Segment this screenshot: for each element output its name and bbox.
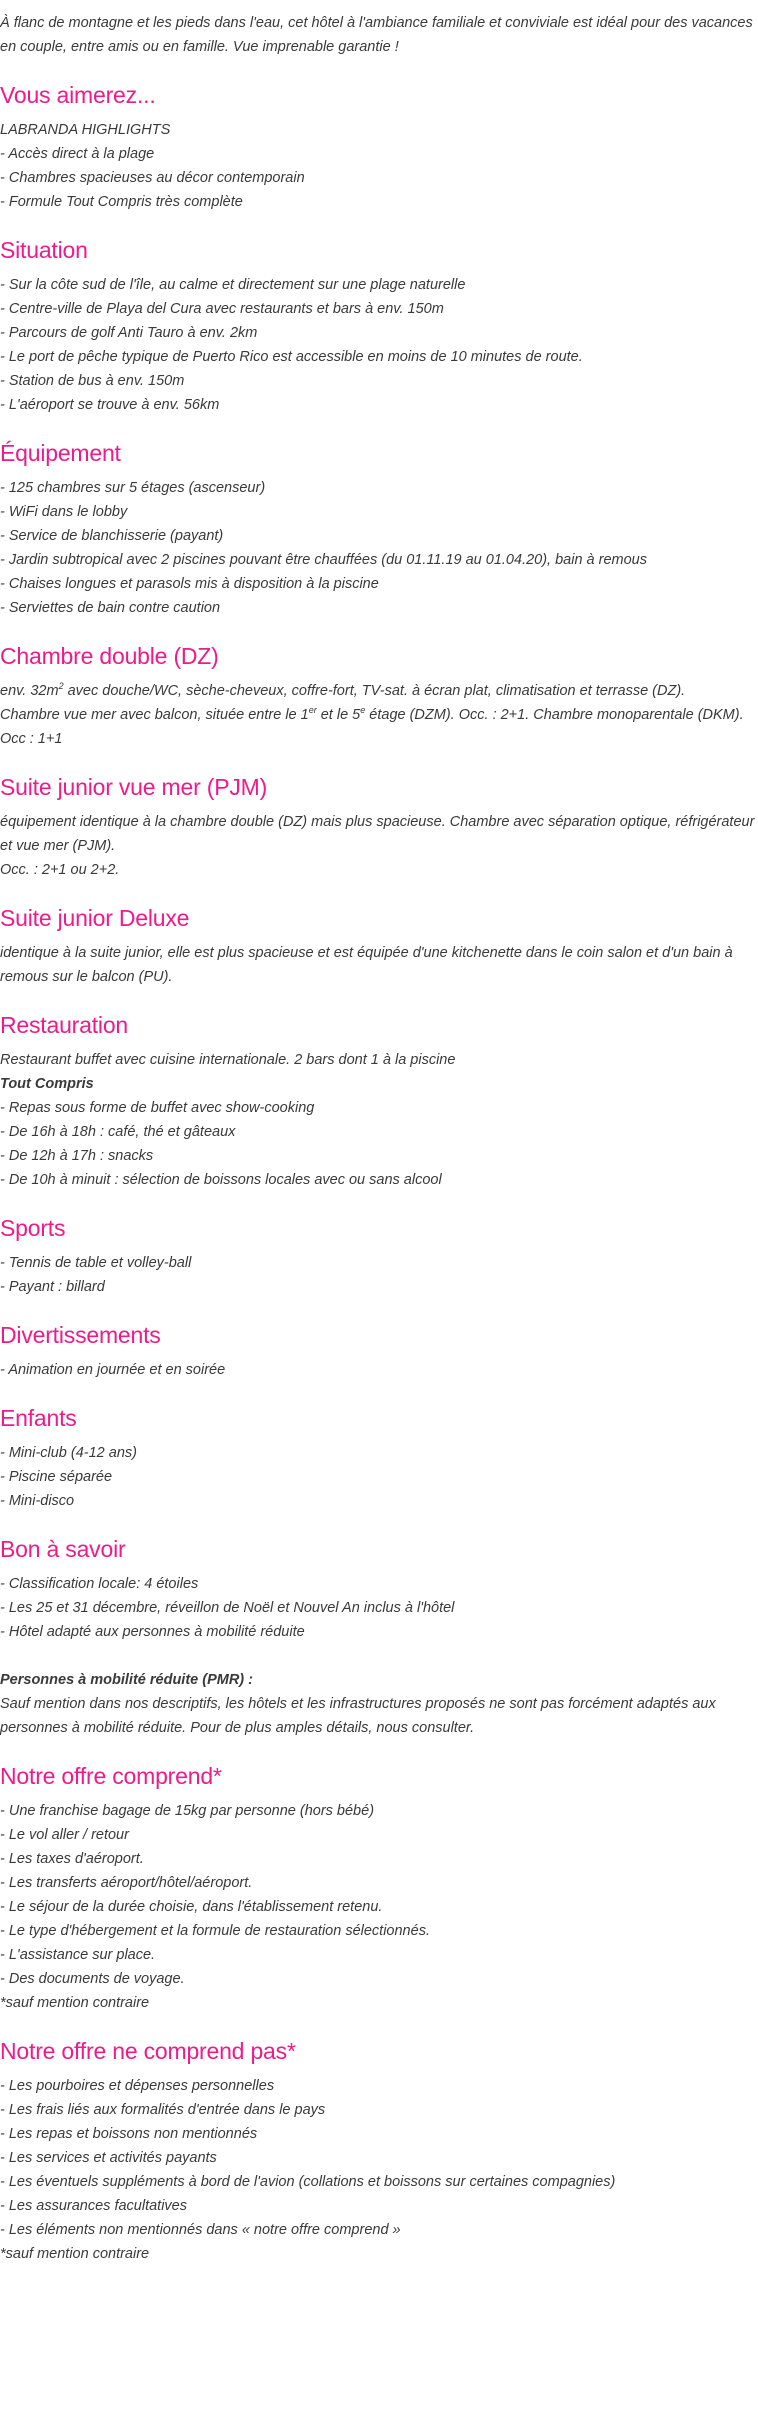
section-suite-junior-vue-mer [0, 772, 756, 882]
list-item: - Tennis de table et volley-ball [0, 1255, 192, 1271]
list-item: - Animation en journée et en soirée [0, 1362, 226, 1378]
pmr-heading: Personnes à mobilité réduite (PMR) : [0, 1672, 253, 1688]
room-description: identique à la suite junior, elle est plus spacieuse et est équipée d'une kitchenette dans le coin salon et d'un bain à remous sur le balcon (PU). [0, 945, 733, 985]
pmr-text: Sauf mention dans nos descriptifs, les hôtels et les infrastructures proposés ne sont pas forcément adaptés aux personnes à mobilité réduite. Pour de plus amples détails, nous consulter. [0, 1696, 716, 1736]
list-item: - Les pourboires et dépenses personnelles [0, 2078, 275, 2094]
section-title-vous-aimerez: Vous aimerez... [0, 82, 156, 108]
intro-text: À flanc de montagne et les pieds dans l'eau, cet hôtel à l'ambiance familiale et conviviale est idéal pour des vacances en couple, entre amis ou en famille. Vue imprenable garantie ! [0, 15, 753, 55]
list-item: - Les transferts aéroport/hôtel/aéroport. [0, 1875, 253, 1891]
list-item: - Classification locale: 4 étoiles [0, 1576, 199, 1592]
list-item: - L'assistance sur place. [0, 1947, 156, 1963]
all-inclusive-heading: Tout Compris [0, 1076, 94, 1092]
room-description-line: env. $32m^2$ avec douche/WC, sèche-cheveux, coffre-fort, TV-sat. à écran plat, climatisation et terrasse (DZ). [0, 681, 686, 699]
room-occupancy: Occ : 1+1 [0, 731, 63, 747]
list-item: - Repas sous forme de buffet avec show-cooking [0, 1100, 315, 1116]
list-item: - Les taxes d'aéroport. [0, 1851, 144, 1867]
list-item: - WiFi dans le lobby [0, 504, 128, 520]
list-item: - Piscine séparée [0, 1469, 113, 1485]
list-item: - Accès direct à la plage [0, 146, 155, 162]
list-item: - De 12h à 17h : snacks [0, 1148, 154, 1164]
section-title-divertissements: Divertissements [0, 1322, 161, 1348]
section-chambre-double [0, 641, 756, 751]
section-offre-ne-comprend-pas [0, 2036, 756, 2266]
section-situation [0, 235, 756, 417]
list-item: - Sur la côte sud de l'île, au calme et directement sur une plage naturelle [0, 277, 466, 293]
section-sports [0, 1213, 756, 1299]
list-item: - Une franchise bagage de 15kg par personne (hors bébé) [0, 1803, 375, 1819]
list-item: - Des documents de voyage. [0, 1971, 185, 1987]
list-item: - L'aéroport se trouve à env. 56km [0, 397, 220, 413]
list-item: - Les 25 et 31 décembre, réveillon de Noël et Nouvel An inclus à l'hôtel [0, 1600, 455, 1616]
section-title-chambre-double: Chambre double (DZ) [0, 643, 219, 669]
section-title-sports: Sports [0, 1215, 66, 1241]
list-item: - Chambres spacieuses au décor contemporain [0, 170, 305, 186]
list-item: - Les assurances facultatives [0, 2198, 187, 2214]
list-item: - Le vol aller / retour [0, 1827, 129, 1843]
section-restauration [0, 1010, 756, 1192]
list-item: - Les services et activités payants [0, 2150, 217, 2166]
list-item: - Parcours de golf Anti Tauro à env. 2km [0, 325, 258, 341]
section-vous-aimerez [0, 80, 756, 214]
section-title-suite-junior-deluxe: Suite junior Deluxe [0, 905, 190, 931]
spacer [0, 1644, 756, 1668]
list-item: - Le séjour de la durée choisie, dans l'établissement retenu. [0, 1899, 383, 1915]
section-divertissements [0, 1320, 756, 1382]
list-item: - De 16h à 18h : café, thé et gâteaux [0, 1124, 236, 1140]
section-title-offre-ne-comprend-pas: Notre offre ne comprend pas* [0, 2038, 296, 2064]
list-item: - Les éléments non mentionnés dans « notre offre comprend » [0, 2222, 401, 2238]
list-item: - Le port de pêche typique de Puerto Rico est accessible en moins de 10 minutes de route. [0, 349, 583, 365]
section-offre-comprend [0, 1761, 756, 2015]
footnote: *sauf mention contraire [0, 1995, 150, 2011]
list-item: - De 10h à minuit : sélection de boissons locales avec ou sans alcool [0, 1172, 442, 1188]
section-suite-junior-deluxe [0, 903, 756, 989]
list-item: - Mini-club (4-12 ans) [0, 1445, 137, 1461]
section-title-offre-comprend: Notre offre comprend* [0, 1763, 222, 1789]
highlights-heading: LABRANDA HIGHLIGHTS [0, 122, 171, 138]
section-title-enfants: Enfants [0, 1405, 77, 1431]
list-item: - Formule Tout Compris très complète [0, 194, 243, 210]
list-item: - Le type d'hébergement et la formule de restauration sélectionnés. [0, 1923, 430, 1939]
room-description: équipement identique à la chambre double (DZ) mais plus spacieuse. Chambre avec séparation optique, réfrigérateur et vue mer (PJM). [0, 814, 755, 854]
list-item: - Jardin subtropical avec 2 piscines pouvant être chauffées (du 01.11.19 au 01.04.20), bain à remous [0, 552, 647, 568]
section-title-restauration: Restauration [0, 1012, 129, 1038]
list-item: - Station de bus à env. 150m [0, 373, 185, 389]
list-item: - Centre-ville de Playa del Cura avec restaurants et bars à env. 150m [0, 301, 444, 317]
section-bon-a-savoir [0, 1534, 756, 1740]
restaurant-description: Restaurant buffet avec cuisine internationale. 2 bars dont 1 à la piscine [0, 1052, 456, 1068]
list-item: - 125 chambres sur 5 étages (ascenseur) [0, 480, 266, 496]
footnote: *sauf mention contraire [0, 2246, 150, 2262]
section-title-bon-a-savoir: Bon à savoir [0, 1536, 126, 1562]
list-item: - Hôtel adapté aux personnes à mobilité réduite [0, 1624, 305, 1640]
section-equipement [0, 438, 756, 620]
room-description-line: Chambre vue mer avec balcon, située entre le 1er et le 5e étage (DZM). Occ. : 2+1. Chambre monoparentale (DKM). [0, 705, 744, 723]
section-title-situation: Situation [0, 237, 88, 263]
list-item: - Serviettes de bain contre caution [0, 600, 221, 616]
section-enfants [0, 1403, 756, 1513]
list-item: - Payant : billard [0, 1279, 105, 1295]
list-item: - Les repas et boissons non mentionnés [0, 2126, 258, 2142]
list-item: - Les éventuels suppléments à bord de l'avion (collations et boissons sur certaines compagnies) [0, 2174, 616, 2190]
list-item: - Service de blanchisserie (payant) [0, 528, 224, 544]
room-occupancy: Occ. : 2+1 ou 2+2. [0, 862, 120, 878]
section-title-equipement: Équipement [0, 440, 121, 466]
list-item: - Mini-disco [0, 1493, 75, 1509]
section-title-suite-junior-vue-mer: Suite junior vue mer (PJM) [0, 774, 268, 800]
list-item: - Les frais liés aux formalités d'entrée dans le pays [0, 2102, 326, 2118]
list-item: - Chaises longues et parasols mis à disposition à la piscine [0, 576, 379, 592]
